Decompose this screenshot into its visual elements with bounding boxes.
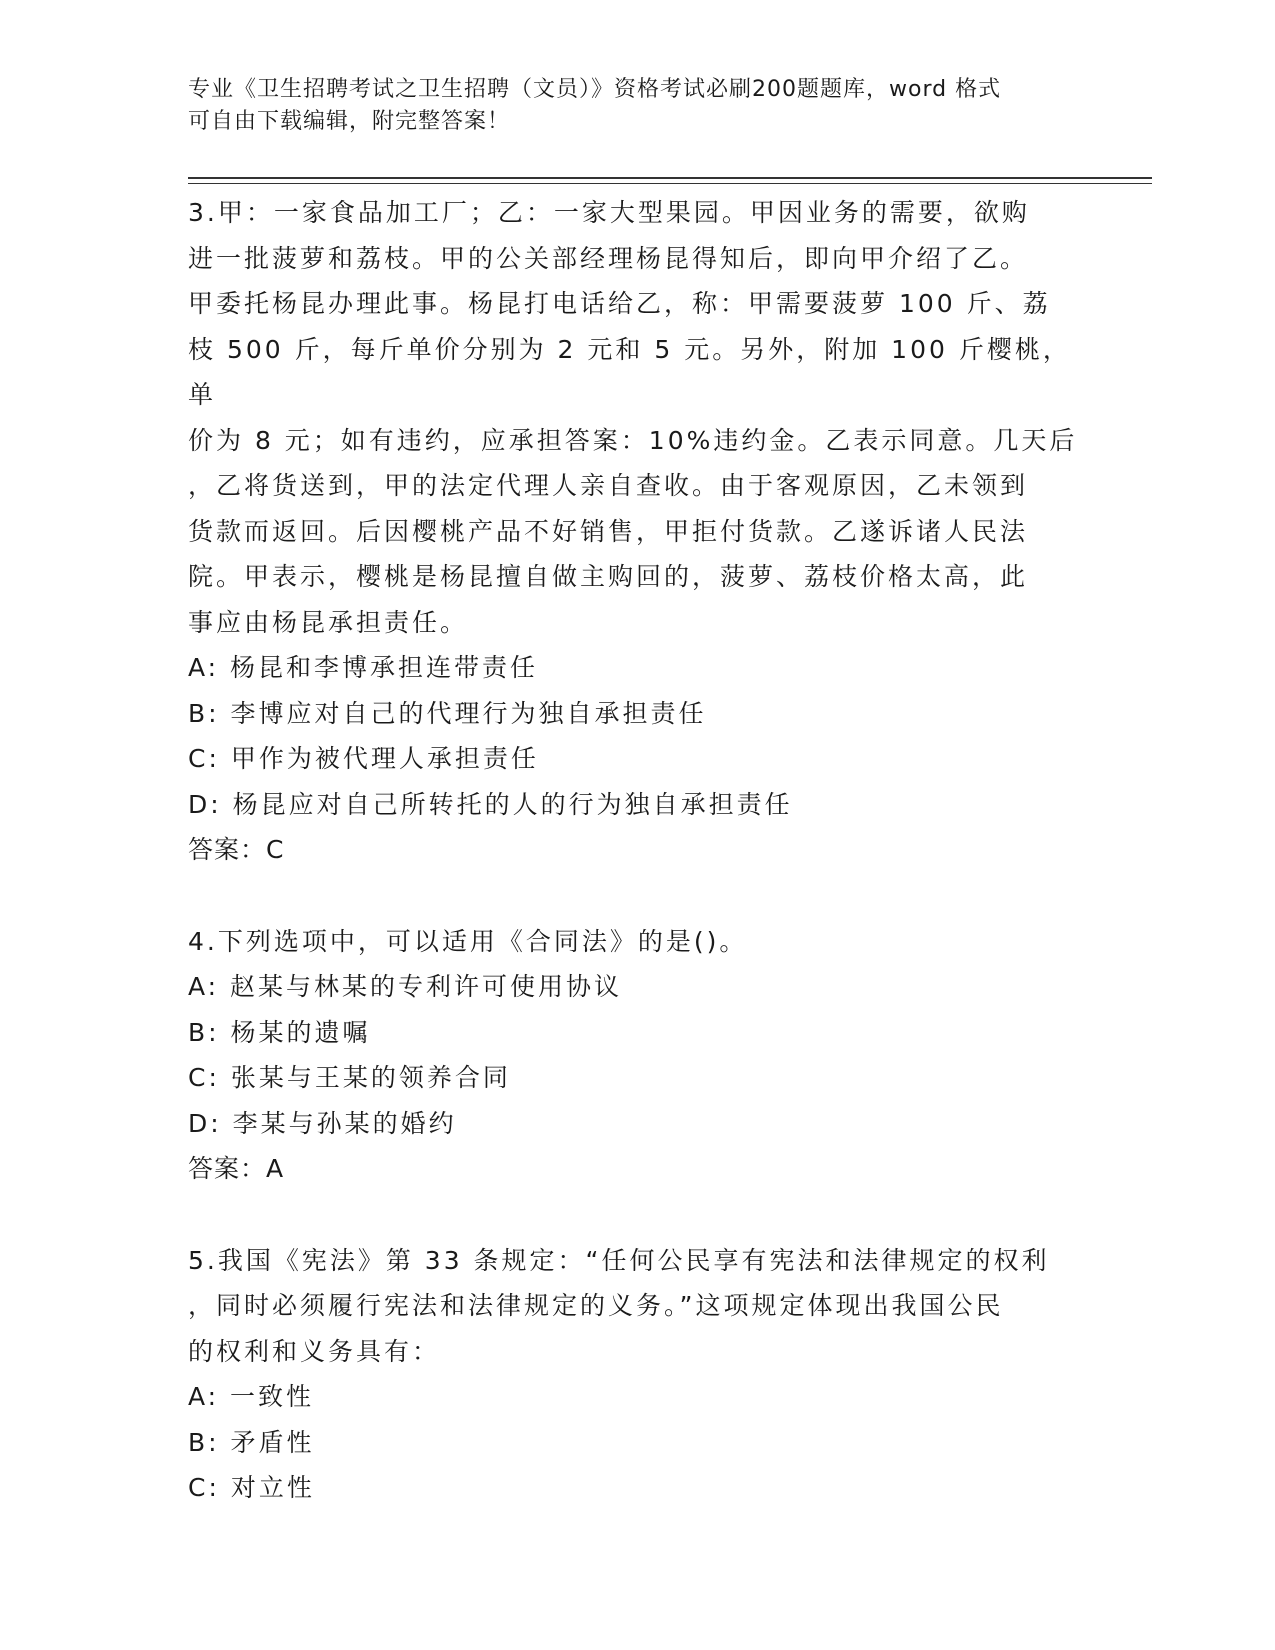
stem-line: 院。甲表示，樱桃是杨昆擅自做主购回的，菠萝、荔枝价格太高，此 (188, 562, 1029, 591)
stem-line: 价为 8 元；如有违约，应承担答案：10%违约金。乙表示同意。几天后 (188, 425, 1078, 455)
stem-line: 4.下列选项中，可以适用《合同法》的是()。 (188, 926, 748, 956)
question-5 (188, 1238, 1088, 1511)
stem-line: 甲委托杨昆办理此事。杨昆打电话给乙，称：甲需要菠萝 100 斤、荔 (188, 289, 1051, 318)
stem-line: 的权利和义务具有： (188, 1336, 441, 1366)
option-b: B: 李博应对自己的代理行为独自承担责任 (188, 698, 707, 728)
stem-line: 5.我国《宪法》第 33 条规定：“任何公民享有宪法和法律规定的权利 (188, 1245, 1050, 1275)
stem-line: 进一批菠萝和荔枝。甲的公关部经理杨昆得知后，即向甲介绍了乙。 (188, 243, 1029, 273)
question-4 (188, 919, 1088, 1192)
question-list (188, 190, 1088, 1557)
option-a: A: 一致性 (188, 1382, 315, 1411)
stem-line: ，同时必须履行宪法和法律规定的义务。”这项规定体现出我国公民 (188, 1291, 1004, 1320)
header-line-2: 可自由下载编辑，附完整答案！ (188, 109, 511, 134)
option-c: C: 对立性 (188, 1473, 315, 1502)
header-divider (188, 177, 1152, 184)
stem-line: ，乙将货送到，甲的法定代理人亲自查收。由于客观原因，乙未领到 (188, 471, 1029, 500)
question-stem (188, 190, 1088, 645)
option-d: D: 杨昆应对自己所转托的人的行为独自承担责任 (188, 789, 793, 819)
option-c: C: 张某与王某的领养合同 (188, 1063, 511, 1092)
document-header (188, 74, 1088, 138)
question-stem (188, 919, 1088, 965)
stem-line: 货款而返回。后因樱桃产品不好销售，甲拒付货款。乙遂诉诸人民法 (188, 516, 1029, 546)
option-b: B: 矛盾性 (188, 1427, 315, 1457)
stem-line: 事应由杨昆承担责任。 (188, 607, 469, 637)
option-c: C: 甲作为被代理人承担责任 (188, 744, 539, 773)
option-d: D: 李某与孙某的婚约 (188, 1108, 457, 1138)
header-line-1: 专业《卫生招聘考试之卫生招聘（文员）》资格考试必刷200题题库，word 格式 (188, 77, 1002, 102)
question-stem (188, 1238, 1088, 1375)
option-a: A: 赵某与林某的专利许可使用协议 (188, 972, 623, 1001)
question-3 (188, 190, 1088, 873)
option-b: B: 杨某的遗嘱 (188, 1017, 371, 1047)
answer-label: 答案：C (188, 835, 285, 864)
stem-line: 枝 500 斤，每斤单价分别为 2 元和 5 元。另外，附加 100 斤樱桃，单 (188, 334, 1071, 409)
option-a: A: 杨昆和李博承担连带责任 (188, 653, 539, 682)
answer-label: 答案：A (188, 1154, 285, 1183)
stem-line: 3.甲：一家食品加工厂；乙：一家大型果园。甲因业务的需要，欲购 (188, 198, 1030, 227)
